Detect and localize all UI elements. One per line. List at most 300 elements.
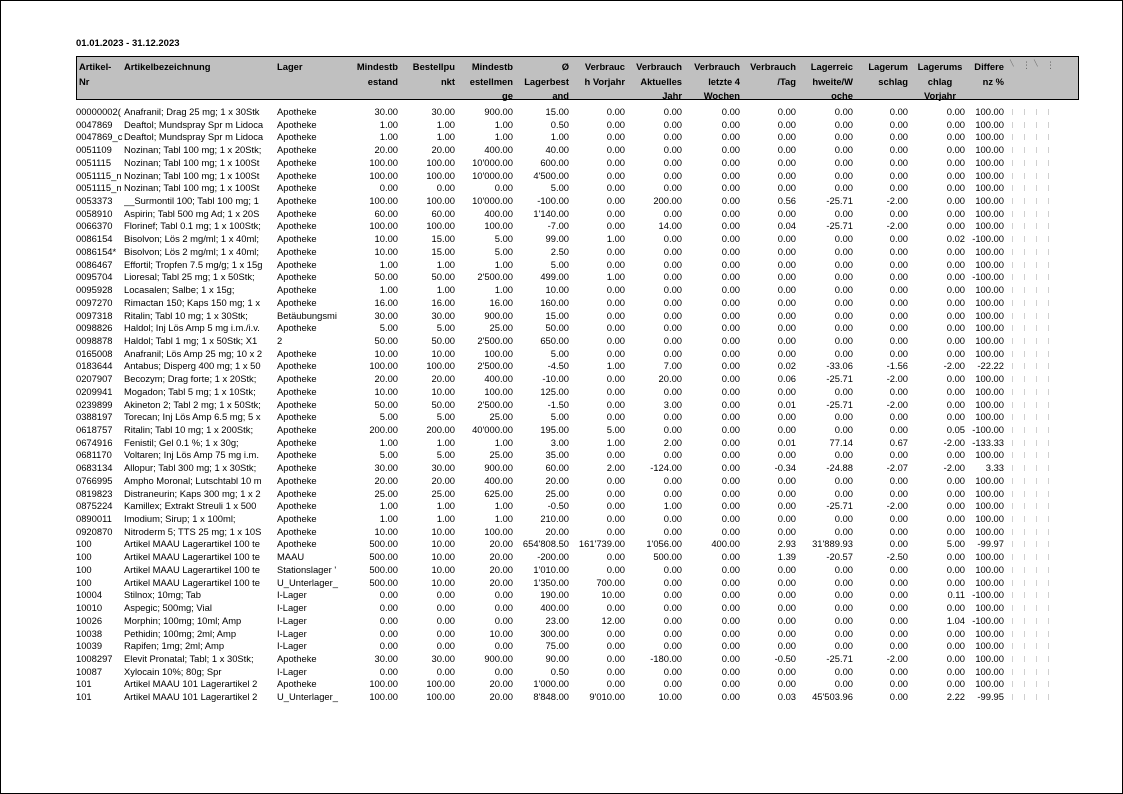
table-row[interactable]: [0, 259, 1123, 272]
cell-lagerbestand: -4.50: [547, 360, 569, 372]
cell-lagerbestand: 300.00: [540, 627, 569, 639]
truncated-cell-mark: [1036, 605, 1037, 611]
truncated-cell-mark: [1024, 389, 1025, 395]
cell-mindestbestand: 1.00: [379, 131, 398, 143]
cell-differenz: 100.00: [975, 551, 1004, 563]
table-row[interactable]: [0, 411, 1123, 424]
cell-bestellpunkt: 10.00: [431, 563, 455, 575]
cell-bestellpunkt: 100.00: [426, 220, 455, 232]
cell-nr: 10026: [76, 614, 103, 626]
table-row[interactable]: [0, 449, 1123, 462]
cell-verbrauch-vorjahr: 0.00: [606, 487, 625, 499]
cell-verbrauch-tag: 0.00: [777, 271, 796, 283]
table-row[interactable]: [0, 297, 1123, 310]
cell-verbrauch-vorjahr: 0.00: [606, 156, 625, 168]
cell-verbrauch-vorjahr: 0.00: [606, 118, 625, 130]
cell-name: Mogadon; Tabl 5 mg; 1 x 10Stk;: [124, 385, 256, 397]
truncated-cell-mark: [1012, 694, 1013, 700]
table-row[interactable]: [0, 653, 1123, 666]
cell-differenz: 100.00: [975, 627, 1004, 639]
cell-differenz: 100.00: [975, 449, 1004, 461]
cell-lagerbestand: 25.00: [545, 487, 569, 499]
table-row[interactable]: [0, 678, 1123, 691]
table-row[interactable]: [0, 322, 1123, 335]
cell-lagerbestand: 650.00: [540, 334, 569, 346]
cell-differenz: 100.00: [975, 385, 1004, 397]
cell-lagerreichweite: 0.00: [834, 576, 853, 588]
truncated-cell-mark: [1036, 389, 1037, 395]
truncated-cell-mark: [1036, 109, 1037, 115]
cell-verbrauch-4w: 0.00: [721, 652, 740, 664]
cell-differenz: -100.00: [972, 271, 1004, 283]
table-row[interactable]: [0, 691, 1123, 704]
cell-mindestbestellmenge: 1.00: [494, 131, 513, 143]
cell-verbrauch-tag: 0.00: [777, 589, 796, 601]
cell-lagerreichweite: -24.88: [826, 462, 853, 474]
cell-bestellpunkt: 5.00: [436, 322, 455, 334]
cell-nr: 0066370: [76, 220, 113, 232]
cell-verbrauch-tag: 0.00: [777, 487, 796, 499]
cell-verbrauch-tag: 0.00: [777, 245, 796, 257]
truncated-cell-mark: [1024, 351, 1025, 357]
truncated-cell-mark: [1012, 236, 1013, 242]
truncated-cell-mark: [1024, 478, 1025, 484]
cell-verbrauch-4w: 0.00: [721, 678, 740, 690]
cell-verbrauch-aktuell: 0.00: [663, 106, 682, 117]
truncated-cell-mark: [1036, 681, 1037, 687]
truncated-cell-mark: [1012, 554, 1013, 560]
table-row[interactable]: [0, 399, 1123, 412]
cell-bestellpunkt: 50.00: [431, 398, 455, 410]
cell-verbrauch-vorjahr: 0.00: [606, 563, 625, 575]
cell-verbrauch-aktuell: 0.00: [663, 233, 682, 245]
cell-verbrauch-tag: 2.93: [777, 538, 796, 550]
cell-verbrauch-4w: 0.00: [721, 627, 740, 639]
cell-lager: Apotheke: [277, 131, 317, 143]
cell-lager: Apotheke: [277, 258, 317, 270]
cell-lagerumschlag-vj: 0.00: [946, 195, 965, 207]
cell-name: Nozinan; Tabl 100 mg; 1 x 20Stk;: [124, 144, 262, 156]
cell-lagerumschlag: 0.00: [889, 640, 908, 652]
table-row[interactable]: [0, 462, 1123, 475]
cell-mindestbestellmenge: 1.00: [494, 258, 513, 270]
cell-mindestbestand: 30.00: [374, 106, 398, 117]
cell-mindestbestand: 1.00: [379, 258, 398, 270]
truncated-cell-mark: [1048, 440, 1049, 446]
cell-name: Allopur; Tabl 300 mg; 1 x 30Stk;: [124, 462, 257, 474]
cell-nr: 0086467: [76, 258, 113, 270]
cell-lagerumschlag: -2.00: [886, 195, 908, 207]
cell-bestellpunkt: 1.00: [436, 436, 455, 448]
cell-differenz: 100.00: [975, 500, 1004, 512]
column-header-lager[interactable]: Lager: [277, 61, 303, 72]
truncated-cell-mark: [1036, 122, 1037, 128]
cell-differenz: 100.00: [975, 487, 1004, 499]
cell-lagerumschlag-vj: 0.00: [946, 182, 965, 194]
cell-verbrauch-aktuell: 0.00: [663, 284, 682, 296]
cell-verbrauch-aktuell: 0.00: [663, 678, 682, 690]
cell-verbrauch-4w: 0.00: [721, 182, 740, 194]
truncated-cell-mark: [1036, 427, 1037, 433]
cell-mindestbestand: 100.00: [369, 169, 398, 181]
truncated-cell-mark: [1012, 440, 1013, 446]
column-header-nr[interactable]: Artikel- Nr: [79, 61, 112, 87]
cell-verbrauch-tag: -0.34: [774, 462, 796, 474]
cell-lager: Apotheke: [277, 118, 317, 130]
truncated-cell-mark: [1024, 452, 1025, 458]
cell-mindestbestand: 500.00: [369, 538, 398, 550]
cell-differenz: 100.00: [975, 474, 1004, 486]
cell-name: Elevit Pronatal; Tabl; 1 x 30Stk;: [124, 652, 254, 664]
cell-verbrauch-tag: 0.00: [777, 563, 796, 575]
column-header-lagerbestand[interactable]: Ø Lagerbest and: [524, 61, 569, 101]
cell-mindestbestand: 10.00: [374, 385, 398, 397]
cell-verbrauch-aktuell: 200.00: [653, 195, 682, 207]
cell-bestellpunkt: 25.00: [431, 487, 455, 499]
cell-lagerbestand: 40.00: [545, 144, 569, 156]
table-row[interactable]: [0, 424, 1123, 437]
truncated-cell-mark: [1024, 211, 1025, 217]
cell-lagerbestand: 15.00: [545, 309, 569, 321]
cell-verbrauch-tag: 0.00: [777, 334, 796, 346]
cell-lagerreichweite: 0.00: [834, 296, 853, 308]
truncated-cell-mark: [1048, 694, 1049, 700]
cell-nr: 0051115_n: [76, 169, 122, 181]
truncated-cell-mark: [1024, 567, 1025, 573]
cell-lager: Stationslager ': [277, 563, 337, 575]
cell-verbrauch-vorjahr: 161'739.00: [578, 538, 625, 550]
cell-bestellpunkt: 5.00: [436, 411, 455, 423]
cell-lagerumschlag: 0.00: [889, 334, 908, 346]
cell-lagerumschlag: 0.00: [889, 144, 908, 156]
cell-name: Nitroderm 5; TTS 25 mg; 1 x 10S: [124, 525, 262, 537]
column-header-verbrauch-aktuell[interactable]: Verbrauch Aktuelles Jahr: [636, 61, 682, 101]
column-header-verbrauch-tag[interactable]: Verbrauch /Tag: [750, 61, 796, 87]
column-header-name[interactable]: Artikelbezeichnung: [124, 61, 211, 72]
cell-mindestbestellmenge: 5.00: [494, 233, 513, 245]
cell-nr: 0681170: [76, 449, 112, 461]
column-header-mindestbestellmenge[interactable]: Mindestb estellmen ge: [469, 61, 513, 101]
cell-verbrauch-vorjahr: 0.00: [606, 169, 625, 181]
cell-lager: U_Unterlager_: [277, 691, 338, 703]
truncated-cell-mark: [1036, 223, 1037, 229]
table-row[interactable]: [0, 220, 1123, 233]
cell-bestellpunkt: 100.00: [426, 678, 455, 690]
truncated-cell-mark: [1012, 465, 1013, 471]
table-row[interactable]: [0, 106, 1123, 119]
table-row[interactable]: [0, 246, 1123, 259]
table-row[interactable]: [0, 310, 1123, 323]
table-row[interactable]: [0, 513, 1123, 526]
table-row[interactable]: [0, 437, 1123, 450]
cell-name: Nozinan; Tabl 100 mg; 1 x 100St: [124, 182, 260, 194]
cell-bestellpunkt: 0.00: [436, 182, 455, 194]
cell-bestellpunkt: 30.00: [431, 309, 455, 321]
cell-lager: I-Lager: [277, 602, 307, 614]
truncated-cell-mark: [1012, 325, 1013, 331]
cell-nr: 0388197: [76, 411, 113, 423]
cell-mindestbestellmenge: 5.00: [494, 245, 513, 257]
truncated-cell-mark: [1024, 274, 1025, 280]
cell-mindestbestand: 1.00: [379, 513, 398, 525]
column-header-lagerumschlag[interactable]: Lagerum schlag: [868, 61, 908, 87]
cell-mindestbestand: 1.00: [379, 436, 398, 448]
cell-verbrauch-tag: 0.00: [777, 640, 796, 652]
table-row[interactable]: [0, 373, 1123, 386]
cell-lagerbestand: -7.00: [547, 220, 569, 232]
table-row[interactable]: [0, 348, 1123, 361]
truncated-cell-mark: [1036, 249, 1037, 255]
cell-lager: Apotheke: [277, 538, 317, 550]
cell-lager: Apotheke: [277, 411, 317, 423]
truncated-cell-mark: [1036, 376, 1037, 382]
truncated-cell-mark: [1024, 160, 1025, 166]
cell-lager: Apotheke: [277, 500, 317, 512]
cell-lagerbestand: 5.00: [550, 182, 569, 194]
cell-lagerumschlag-vj: 0.00: [946, 551, 965, 563]
table-row[interactable]: [0, 602, 1123, 615]
cell-differenz: -99.95: [977, 691, 1004, 703]
truncated-cell-mark: [1048, 325, 1049, 331]
cell-differenz: 100.00: [975, 334, 1004, 346]
cell-nr: 0819823: [76, 487, 113, 499]
cell-lagerreichweite: 0.00: [834, 614, 853, 626]
table-row[interactable]: [0, 144, 1123, 157]
cell-verbrauch-tag: 0.06: [777, 373, 796, 385]
truncated-cell-mark: [1036, 300, 1037, 306]
cell-name: Imodium; Sirup; 1 x 100ml;: [124, 513, 236, 525]
cell-lagerreichweite: -20.57: [826, 551, 853, 563]
cell-verbrauch-vorjahr: 0.00: [606, 258, 625, 270]
truncated-cell-mark: [1048, 605, 1049, 611]
cell-lagerumschlag-vj: 0.00: [946, 144, 965, 156]
truncated-cell-mark: [1036, 338, 1037, 344]
table-row[interactable]: [0, 335, 1123, 348]
cell-mindestbestand: 20.00: [374, 474, 398, 486]
cell-verbrauch-tag: 0.00: [777, 411, 796, 423]
cell-mindestbestand: 5.00: [379, 411, 398, 423]
cell-verbrauch-tag: 0.00: [777, 424, 796, 435]
table-row[interactable]: [0, 564, 1123, 577]
table-row[interactable]: [0, 119, 1123, 132]
cell-differenz: -100.00: [972, 589, 1004, 601]
truncated-cell-mark: [1048, 338, 1049, 344]
cell-lagerreichweite: 0.00: [834, 106, 853, 117]
cell-verbrauch-4w: 0.00: [721, 513, 740, 525]
cell-verbrauch-4w: 0.00: [721, 424, 740, 435]
table-row[interactable]: [0, 488, 1123, 501]
table-row[interactable]: [0, 666, 1123, 679]
cell-verbrauch-vorjahr: 0.00: [606, 131, 625, 143]
cell-lagerumschlag: 0.00: [889, 614, 908, 626]
cell-verbrauch-aktuell: 0.00: [663, 156, 682, 168]
cell-mindestbestand: 0.00: [379, 665, 398, 677]
cell-verbrauch-vorjahr: 0.00: [606, 245, 625, 257]
cell-mindestbestellmenge: 20.00: [489, 576, 513, 588]
cell-lagerbestand: 99.00: [545, 233, 569, 245]
truncated-cell-mark: [1036, 618, 1037, 624]
cell-verbrauch-4w: 0.00: [721, 334, 740, 346]
truncated-cell-mark: [1036, 631, 1037, 637]
table-row[interactable]: [0, 131, 1123, 144]
truncated-cell-mark: [1012, 491, 1013, 497]
table-row[interactable]: [0, 538, 1123, 551]
cell-verbrauch-aktuell: 14.00: [658, 220, 682, 232]
cell-mindestbestellmenge: 20.00: [489, 538, 513, 550]
cell-lagerumschlag: 0.00: [889, 563, 908, 575]
cell-verbrauch-tag: 0.00: [777, 678, 796, 690]
cell-lagerbestand: 20.00: [545, 474, 569, 486]
truncated-cell-mark: [1012, 427, 1013, 433]
truncated-cell-mark: [1048, 198, 1049, 204]
table-row[interactable]: [0, 195, 1123, 208]
table-row[interactable]: [0, 360, 1123, 373]
table-row[interactable]: [0, 551, 1123, 564]
cell-verbrauch-tag: 0.00: [777, 144, 796, 156]
cell-verbrauch-aktuell: 0.00: [663, 207, 682, 219]
cell-mindestbestand: 30.00: [374, 652, 398, 664]
cell-differenz: 100.00: [975, 652, 1004, 664]
cell-mindestbestand: 20.00: [374, 144, 398, 156]
report-period: 01.01.2023 - 31.12.2023: [76, 38, 180, 49]
cell-verbrauch-tag: 0.00: [777, 309, 796, 321]
cell-lagerumschlag: -2.00: [886, 500, 908, 512]
cell-name: Artikel MAAU Lagerartikel 100 te: [124, 551, 260, 563]
truncated-cell-mark: [1048, 554, 1049, 560]
truncated-cell-mark: [1036, 440, 1037, 446]
cell-verbrauch-tag: 0.00: [777, 525, 796, 537]
cell-differenz: 100.00: [975, 411, 1004, 423]
cell-lagerbestand: 600.00: [540, 156, 569, 168]
table-row[interactable]: [0, 640, 1123, 653]
cell-lagerumschlag-vj: 0.00: [946, 220, 965, 232]
cell-lagerumschlag-vj: 0.00: [946, 271, 965, 283]
cell-differenz: 100.00: [975, 513, 1004, 525]
cell-lagerumschlag: 0.00: [889, 156, 908, 168]
cell-mindestbestellmenge: 0.00: [494, 665, 513, 677]
cell-nr: 0047869_c: [76, 131, 123, 143]
cell-mindestbestand: 16.00: [374, 296, 398, 308]
cell-verbrauch-aktuell: 0.00: [663, 347, 682, 359]
cell-lagerumschlag: 0.00: [889, 385, 908, 397]
column-header-bestellpunkt[interactable]: Bestellpu nkt: [412, 61, 455, 87]
table-row[interactable]: [0, 628, 1123, 641]
table-row[interactable]: [0, 475, 1123, 488]
cell-verbrauch-4w: 0.00: [721, 525, 740, 537]
truncated-cell-mark: [1048, 643, 1049, 649]
cell-verbrauch-aktuell: 0.00: [663, 563, 682, 575]
table-row[interactable]: [0, 170, 1123, 183]
column-header-mindestbestand[interactable]: Mindestb estand: [356, 61, 398, 87]
cell-verbrauch-tag: 0.03: [777, 691, 796, 703]
cell-bestellpunkt: 10.00: [431, 385, 455, 397]
cell-lagerreichweite: 0.00: [834, 233, 853, 245]
cell-lagerumschlag-vj: 0.00: [946, 640, 965, 652]
cell-verbrauch-4w: 0.00: [721, 474, 740, 486]
column-header-verbrauch-4w[interactable]: Verbrauch letzte 4 Wochen: [694, 61, 740, 101]
table-row[interactable]: [0, 500, 1123, 513]
table-row[interactable]: [0, 386, 1123, 399]
cell-verbrauch-tag: 0.01: [777, 436, 796, 448]
truncated-cell-mark: [1048, 160, 1049, 166]
cell-nr: 0098878: [76, 334, 113, 346]
cell-verbrauch-4w: 0.00: [721, 220, 740, 232]
cell-lagerbestand: -0.50: [547, 500, 569, 512]
cell-bestellpunkt: 0.00: [436, 602, 455, 614]
cell-verbrauch-vorjahr: 0.00: [606, 309, 625, 321]
column-header-differenz[interactable]: Differe nz %: [974, 61, 1004, 87]
cell-lagerbestand: 10.00: [545, 284, 569, 296]
cell-differenz: 100.00: [975, 525, 1004, 537]
cell-lager: I-Lager: [277, 665, 307, 677]
cell-verbrauch-aktuell: 0.00: [663, 258, 682, 270]
cell-name: Ampho Moronal; Lutschtabl 10 m: [124, 474, 262, 486]
truncated-cell-mark: [1036, 516, 1037, 522]
cell-nr: 0674916: [76, 436, 113, 448]
cell-verbrauch-4w: 0.00: [721, 640, 740, 652]
cell-name: Nozinan; Tabl 100 mg; 1 x 100St: [124, 156, 260, 168]
truncated-cell-mark: [1024, 325, 1025, 331]
cell-lagerumschlag: 0.00: [889, 207, 908, 219]
cell-lagerumschlag-vj: 0.00: [946, 652, 965, 664]
cell-lagerreichweite: 0.00: [834, 245, 853, 257]
cell-lagerreichweite: 0.00: [834, 131, 853, 143]
column-header-verbrauch-vorjahr[interactable]: Verbrauc h Vorjahr: [584, 61, 625, 87]
cell-lagerumschlag-vj: 0.00: [946, 258, 965, 270]
table-row[interactable]: [0, 589, 1123, 602]
table-row[interactable]: [0, 284, 1123, 297]
column-header-lagerreichweite[interactable]: Lagerreic hweite/W oche: [810, 61, 853, 101]
table-row[interactable]: [0, 157, 1123, 170]
cell-mindestbestand: 100.00: [369, 156, 398, 168]
cell-bestellpunkt: 0.00: [436, 589, 455, 601]
cell-lager: Apotheke: [277, 156, 317, 168]
cell-nr: 1008297: [76, 652, 113, 664]
cell-differenz: 100.00: [975, 169, 1004, 181]
cell-nr: 0618757: [76, 424, 113, 435]
column-header-lagerumschlag-vj[interactable]: Lagerums chlag Vorjahr: [917, 61, 963, 101]
cell-name: Artikel MAAU Lagerartikel 100 te: [124, 576, 260, 588]
cell-lagerumschlag: 0.00: [889, 525, 908, 537]
table-row[interactable]: [0, 208, 1123, 221]
table-row[interactable]: [0, 577, 1123, 590]
cell-lagerreichweite: 0.00: [834, 309, 853, 321]
truncated-cell-mark: [1012, 605, 1013, 611]
table-row[interactable]: [0, 526, 1123, 539]
cell-lagerreichweite: 0.00: [834, 334, 853, 346]
cell-bestellpunkt: 1.00: [436, 258, 455, 270]
cell-lagerumschlag: 0.00: [889, 347, 908, 359]
cell-lager: Apotheke: [277, 462, 317, 474]
cell-nr: 10010: [76, 602, 103, 614]
cell-verbrauch-vorjahr: 0.00: [606, 602, 625, 614]
truncated-cell-mark: [1048, 529, 1049, 535]
cell-verbrauch-tag: 0.00: [777, 233, 796, 245]
truncated-cell-mark: [1048, 236, 1049, 242]
cell-mindestbestand: 5.00: [379, 322, 398, 334]
cell-nr: 0098826: [76, 322, 113, 334]
cell-verbrauch-4w: 0.00: [721, 487, 740, 499]
truncated-cell-mark: [1024, 402, 1025, 408]
cell-mindestbestand: 10.00: [374, 233, 398, 245]
table-row[interactable]: [0, 233, 1123, 246]
cell-bestellpunkt: 0.00: [436, 640, 455, 652]
cell-mindestbestellmenge: 0.00: [494, 602, 513, 614]
table-row[interactable]: [0, 182, 1123, 195]
table-row[interactable]: [0, 271, 1123, 284]
table-row[interactable]: [0, 615, 1123, 628]
cell-differenz: 100.00: [975, 296, 1004, 308]
